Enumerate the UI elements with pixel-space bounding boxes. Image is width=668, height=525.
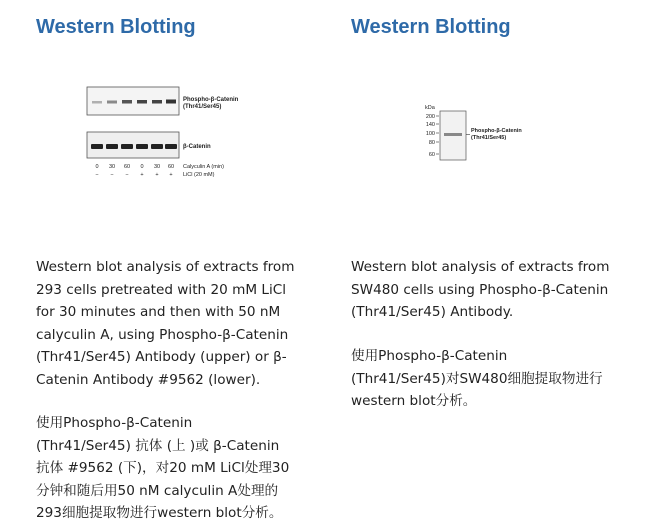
upper-label-2: (Thr41/Ser45) [183, 104, 222, 110]
right-blot-svg [421, 102, 561, 164]
lower-band [165, 144, 177, 149]
kda-label: kDa [425, 105, 435, 111]
calyculin-value: 30 [108, 164, 116, 170]
lower-band [121, 144, 133, 149]
right-caption-en: Western blot analysis of extracts from SW480 cells using Phospho-β-Catenin (Thr41/Ser45) Antibody. [351, 259, 610, 320]
right-heading: Western Blotting [351, 16, 511, 38]
right-blot-figure [421, 102, 561, 168]
left-caption-cn: 使用Phospho-β-Catenin (Thr41/Ser45) 抗体 (上 )或 β-Catenin 抗体 #9562 (下)，对20 mM LiCl处理30 分钟和随后用50 nM calyculin A处理的 293细胞提取物进行western blot分析。 [36, 415, 290, 521]
lower-band [91, 144, 103, 149]
marker-label: 140 [425, 122, 435, 128]
lower-label: β-Catenin [183, 144, 211, 150]
upper-band [166, 100, 176, 104]
left-blot-svg [86, 86, 306, 186]
calyculin-value: 30 [153, 164, 161, 170]
left-caption-en: Western blot analysis of extracts from 293 cells pretreated with 20 mM LiCl for 30 minutes and then with 50 nM calyculin A, using Phospho-β-Catenin (Thr41/Ser45) Antibody (upper) or β- Catenin Antibody #9562 (lower). [36, 259, 295, 388]
calyculin-label: Calyculin A (min) [183, 164, 224, 170]
licl-value: + [140, 172, 144, 178]
calyculin-value: 60 [167, 164, 175, 170]
calyculin-value: 0 [140, 164, 144, 170]
licl-value: − [125, 172, 129, 178]
licl-value: + [169, 172, 173, 178]
upper-band [107, 101, 117, 104]
right-band [444, 133, 462, 136]
calyculin-value: 0 [95, 164, 99, 170]
lower-band [106, 144, 118, 149]
upper-band [152, 100, 162, 104]
marker-label: 100 [425, 131, 435, 137]
calyculin-value: 60 [123, 164, 131, 170]
licl-value: − [110, 172, 114, 178]
lower-band [151, 144, 163, 149]
licl-value: − [95, 172, 99, 178]
band-label-1: Phospho-β-Catenin [471, 128, 522, 134]
upper-band [137, 100, 147, 104]
licl-label: LiCl (20 mM) [183, 172, 215, 178]
marker-label: 80 [428, 140, 435, 146]
right-caption-cn: 使用Phospho-β-Catenin (Thr41/Ser45)对SW480细胞提取物进行 western blot分析。 [351, 348, 603, 409]
left-blot-figure [86, 86, 306, 190]
lower-band [136, 144, 148, 149]
band-label-2: (Thr41/Ser45) [471, 135, 507, 141]
marker-label: 200 [425, 114, 435, 120]
licl-value: + [155, 172, 159, 178]
upper-label-1: Phospho-β-Catenin [183, 97, 239, 103]
marker-label: 60 [428, 152, 435, 158]
upper-band [122, 100, 132, 104]
upper-band [92, 101, 102, 104]
left-heading: Western Blotting [36, 16, 196, 38]
